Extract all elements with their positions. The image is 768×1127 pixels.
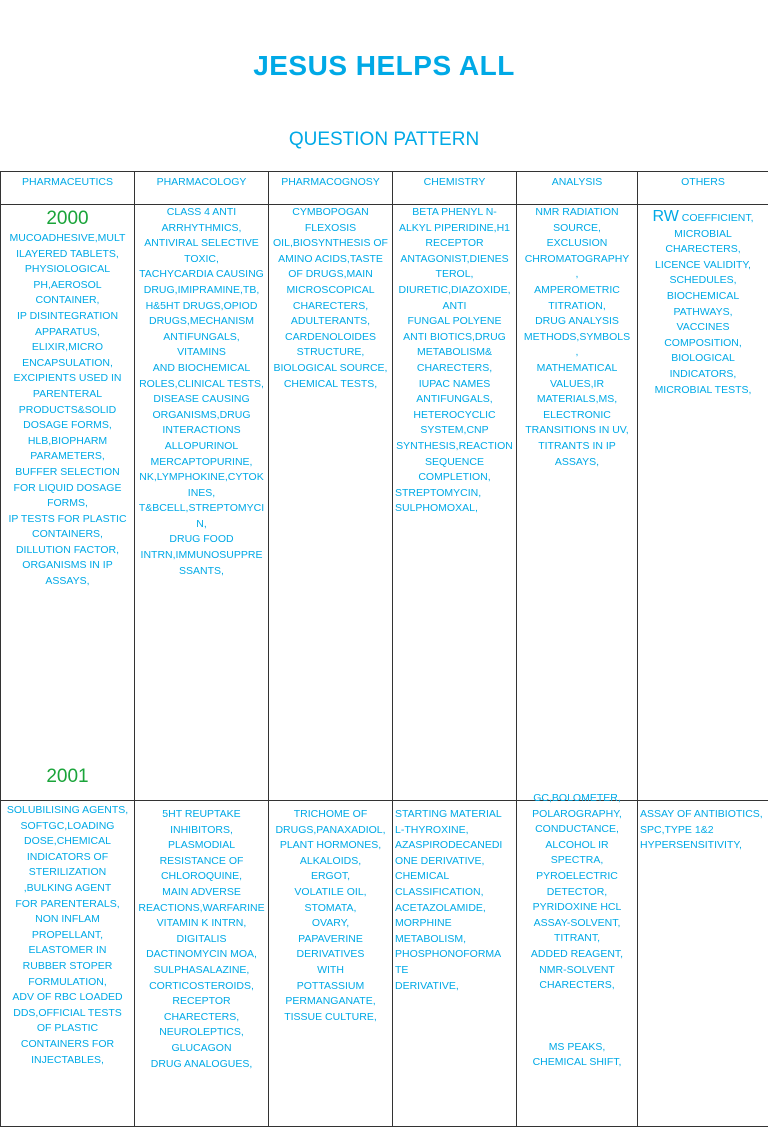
question-pattern-table xyxy=(0,171,768,1127)
cell-text: BETA PHENYL N- ALKYL PIPERIDINE,H1 RECEPTOR ANTAGONIST,DIENES TEROL, DIURETIC,DIAZOXIDE, ANTI FUNGAL POLYENE ANTI BIOTICS,DRUG METABOLISM& CHARECTERS, IUPAC NAMES ANTIFUNGALS, HETEROCYCLIC SYSTEM,CNP SYNTHESIS,REACTION SEQUENCE COMPLETION, xyxy=(395,205,514,486)
header-others: OTHERS xyxy=(638,172,768,205)
cell-pharmacology-2001 xyxy=(135,801,269,1127)
cell-pharmaceutics-2001 xyxy=(1,801,135,1127)
table-row-2000 xyxy=(1,205,768,801)
header-pharmacognosy: PHARMACOGNOSY xyxy=(269,172,393,205)
year-label-2000: 2000 xyxy=(3,207,132,231)
cell-pharmacognosy-2000 xyxy=(269,205,393,801)
others-text: COEFFICIENT, MICROBIAL CHARECTERS, LICENCE VALIDITY, SCHEDULES, BIOCHEMICAL PATHWAYS, VACCINES COMPOSITION, BIOLOGICAL INDICATORS, MICROBIAL TESTS, xyxy=(655,212,754,396)
cell-text: CLASS 4 ANTI ARRHYTHMICS, ANTIVIRAL SELECTIVE TOXIC, TACHYCARDIA CAUSING DRUG,IMIPRAMINE,TB, H&5HT DRUGS,OPIOD DRUGS,MECHANISM ANTIFUNGALS, VITAMINS AND BIOCHEMICAL ROLES,CLINICAL TESTS, DISEASE CAUSING ORGANISMS,DRUG INTERACTIONS ALLOPURINOL MERCAPTOPURINE, NK,LYMPHOKINE,CYTOK INES, T&BCELL,STREPTOMYCI N, DRUG FOOD INTRN,IMMUNOSUPPRE SSANTS, xyxy=(137,205,266,579)
cell-others-2000 xyxy=(638,205,768,801)
cell-text: SOLUBILISING AGENTS, SOFTGC,LOADING DOSE,CHEMICAL INDICATORS OF STERILIZATION ,BULKING AGENT FOR PARENTERALS, NON INFLAM PROPELLANT, ELASTOMER IN RUBBER STOPER FORMULATION, ADV OF RBC LOADED DDS,OFFICIAL TESTS OF PLASTIC CONTAINERS FOR INJECTABLES, xyxy=(3,803,132,1068)
cell-text: STREPTOMYCIN, SULPHOMOXAL, xyxy=(395,486,514,517)
header-row xyxy=(1,172,768,205)
cell-others-2001 xyxy=(638,801,768,1127)
cell-pharmacognosy-2001 xyxy=(269,801,393,1127)
cell-pharmacology-2000 xyxy=(135,205,269,801)
cell-text xyxy=(640,209,766,398)
cell-text: CYMBOPOGAN FLEXOSIS OIL,BIOSYNTHESIS OF AMINO ACIDS,TASTE OF DRUGS,MAIN MICROSCOPICAL CHARECTERS, ADULTERANTS, CARDENOLOIDES STRUCTURE, BIOLOGICAL SOURCE, CHEMICAL TESTS, xyxy=(271,205,390,392)
header-chemistry: CHEMISTRY xyxy=(393,172,517,205)
header-analysis: ANALYSIS xyxy=(517,172,638,205)
table-row-2001 xyxy=(1,801,768,1127)
cell-text: STARTING MATERIAL L-THYROXINE, AZASPIRODECANEDI ONE DERIVATIVE, CHEMICAL CLASSIFICATION, ACETAZOLAMIDE, MORPHINE METABOLISM, PHOSPHONOFORMA TE DERIVATIVE, xyxy=(395,807,514,994)
cell-text: GC,BOLOMETER, POLAROGRAPHY, CONDUCTANCE, ALCOHOL IR SPECTRA, PYROELECTRIC DETECTOR, PYRIDOXINE HCL ASSAY-SOLVENT, TITRANT, ADDED REAGENT, NMR-SOLVENT CHARECTERS, xyxy=(519,791,635,994)
page-title: JESUS HELPS ALL xyxy=(0,50,768,82)
cell-text: MUCOADHESIVE,MULT ILAYERED TABLETS, PHYSIOLOGICAL PH,AEROSOL CONTAINER, IP DISINTEGRATION APPARATUS, ELIXIR,MICRO ENCAPSULATION, EXCIPIENTS USED IN PARENTERAL PRODUCTS&SOLID DOSAGE FORMS, HLB,BIOPHARM PARAMETERS, BUFFER SELECTION FOR LIQUID DOSAGE FORMS, IP TESTS FOR PLASTIC CONTAINERS, DILLUTION FACTOR, ORGANISMS IN IP ASSAYS, xyxy=(3,231,132,590)
cell-chemistry-2001 xyxy=(393,801,517,1127)
cell-text: 5HT REUPTAKE INHIBITORS, PLASMODIAL RESISTANCE OF CHLOROQUINE, MAIN ADVERSE REACTIONS,WARFARINE VITAMIN K INTRN, DIGITALIS DACTINOMYCIN MOA, SULPHASALAZINE, CORTICOSTEROIDS, RECEPTOR CHARECTERS, NEUROLEPTICS, GLUCAGON DRUG ANALOGUES, xyxy=(137,807,266,1072)
cell-text: MS PEAKS, CHEMICAL SHIFT, xyxy=(519,1040,635,1071)
rw-label: RW xyxy=(652,208,678,225)
header-pharmacology: PHARMACOLOGY xyxy=(135,172,269,205)
cell-text: ASSAY OF ANTIBIOTICS, SPC,TYPE 1&2 HYPERSENSITIVITY, xyxy=(640,807,766,854)
header-pharmaceutics: PHARMACEUTICS xyxy=(1,172,135,205)
cell-text: TRICHOME OF DRUGS,PANAXADIOL, PLANT HORMONES, ALKALOIDS, ERGOT, VOLATILE OIL, STOMATA, OVARY, PAPAVERINE DERIVATIVES WITH POTTASSIUM PERMANGANATE, TISSUE CULTURE, xyxy=(271,807,390,1025)
cell-pharmaceutics-2000 xyxy=(1,205,135,801)
cell-analysis-2000 xyxy=(517,205,638,801)
cell-chemistry-2000 xyxy=(393,205,517,801)
year-label-2001: 2001 xyxy=(3,765,132,789)
page-subtitle: QUESTION PATTERN xyxy=(0,129,768,151)
cell-analysis-2001 xyxy=(517,801,638,1127)
cell-text: NMR RADIATION SOURCE, EXCLUSION CHROMATOGRAPHY , AMPEROMETRIC TITRATION, DRUG ANALYSIS METHODS,SYMBOLS , MATHEMATICAL VALUES,IR MATERIALS,MS, ELECTRONIC TRANSITIONS IN UV, TITRANTS IN IP ASSAYS, xyxy=(519,205,635,470)
